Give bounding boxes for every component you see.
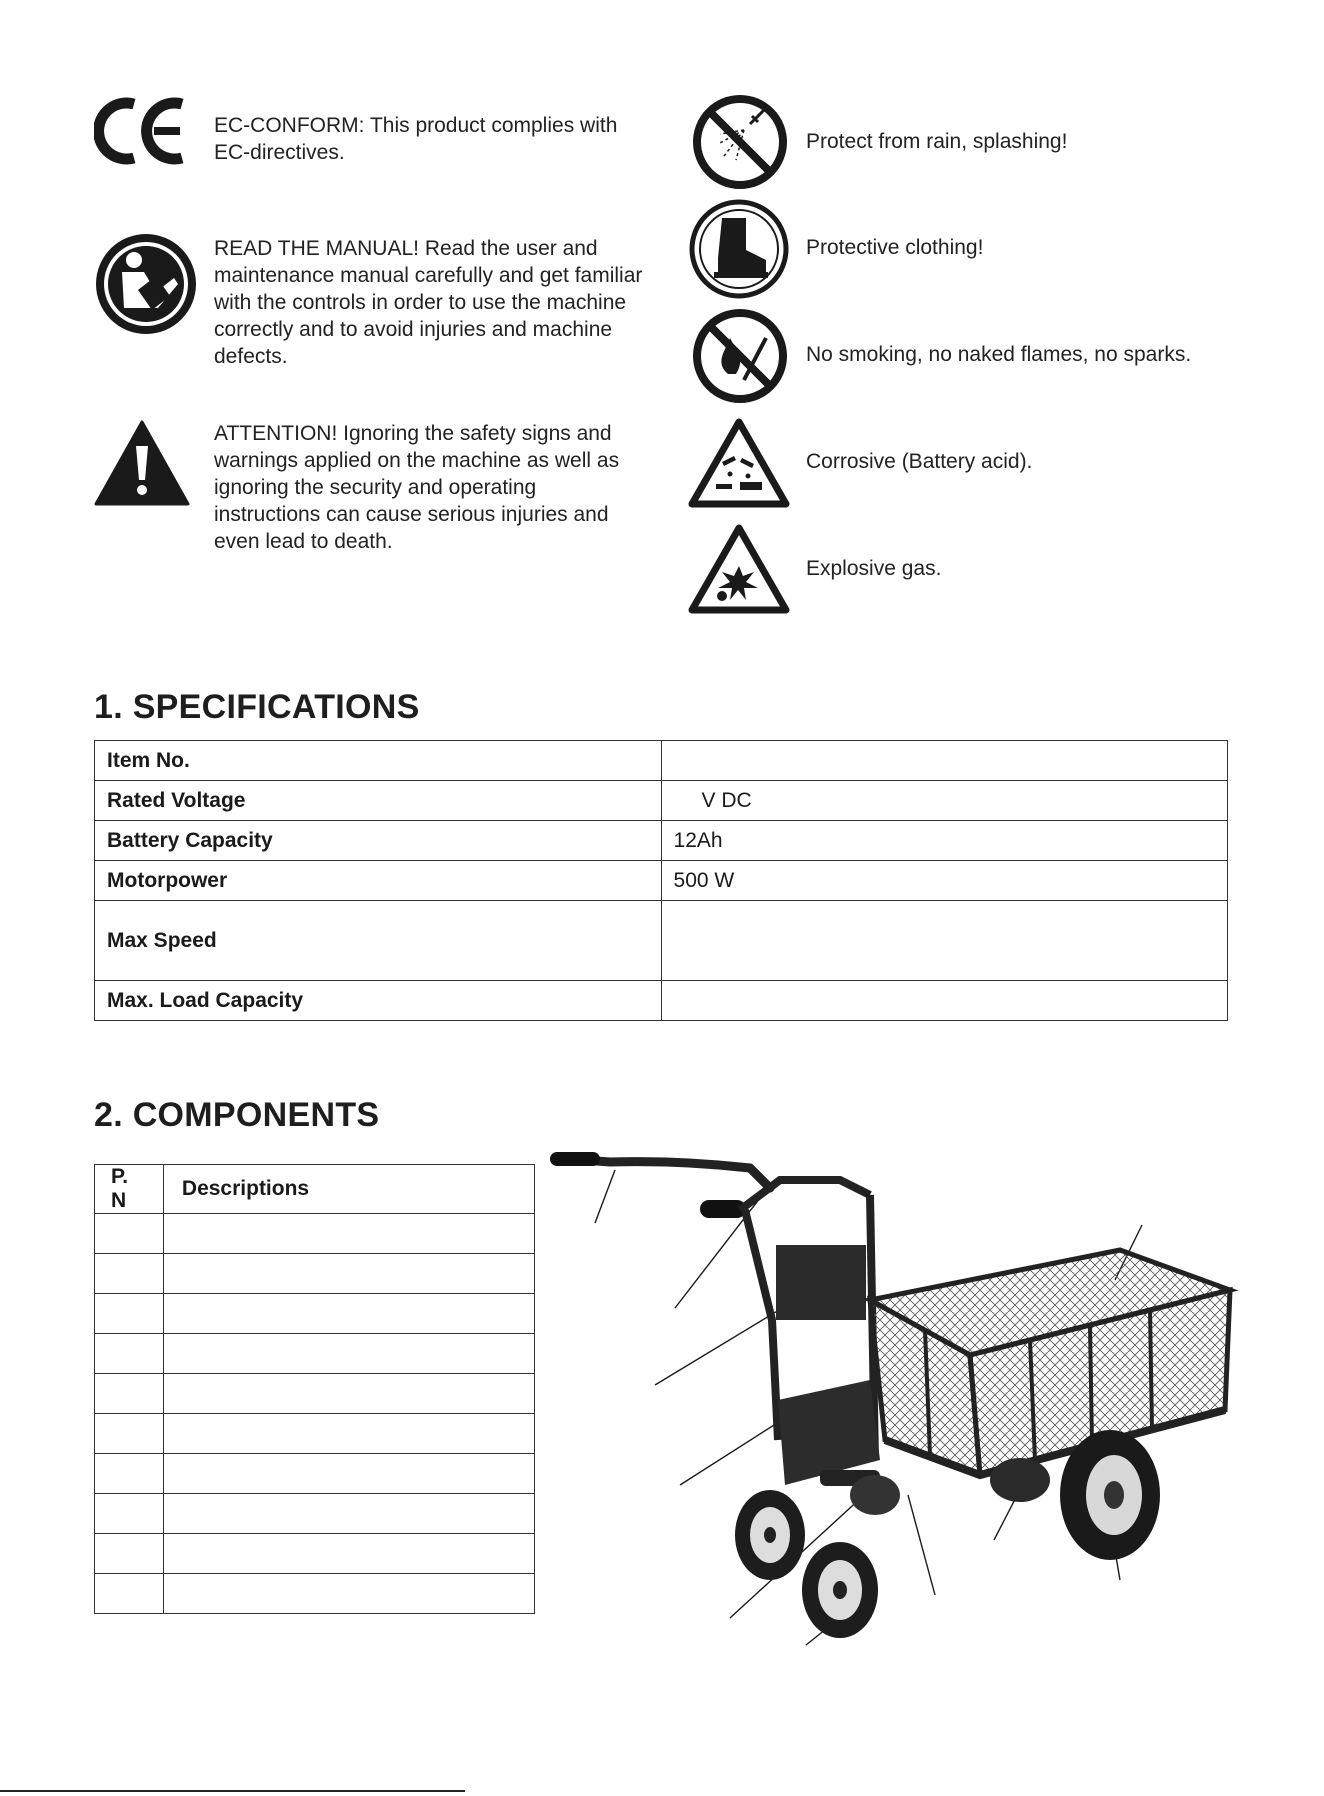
table-row [95, 1254, 535, 1294]
table-row [95, 1414, 535, 1454]
description-cell [163, 1214, 534, 1254]
spec-value [661, 901, 1227, 981]
spec-row [95, 821, 1228, 861]
pn-cell [95, 1294, 164, 1334]
table-row [95, 1454, 535, 1494]
warning-triangle-icon [94, 420, 190, 506]
spec-value: 12Ah [661, 821, 1227, 861]
spec-label: Rated Voltage [95, 781, 662, 821]
description-cell [163, 1374, 534, 1414]
attention-text: ATTENTION! Ignoring the safety signs and warnings applied on the machine as well as ignoring the security and operating instructions can cause serious injuries and even lead to death. [214, 422, 620, 553]
description-cell [163, 1294, 534, 1334]
pn-cell [95, 1454, 164, 1494]
table-row [95, 1334, 535, 1374]
spec-label: Motorpower [95, 861, 662, 901]
spec-label: Max. Load Capacity [95, 981, 662, 1021]
pn-cell [95, 1254, 164, 1294]
pn-cell [95, 1574, 164, 1614]
specifications-table [94, 740, 1228, 1021]
ce-mark-text: EC-CONFORM: This product complies with EC-directives. [214, 114, 618, 164]
explosive-gas-icon [688, 524, 790, 614]
components-header-row [95, 1165, 535, 1214]
pn-cell [95, 1334, 164, 1374]
ce-mark-icon [94, 96, 190, 166]
protective-boot-icon [688, 198, 790, 300]
spec-row [95, 981, 1228, 1021]
components-heading: 2. COMPONENTS [94, 1096, 380, 1134]
descriptions-column-header: Descriptions [163, 1165, 534, 1214]
spec-row [95, 861, 1228, 901]
table-row [95, 1294, 535, 1334]
pn-cell [95, 1214, 164, 1254]
components-table [94, 1164, 535, 1614]
spec-value [661, 981, 1227, 1021]
spec-label: Max Speed [95, 901, 662, 981]
pn-cell [95, 1534, 164, 1574]
description-cell [163, 1414, 534, 1454]
description-cell [163, 1534, 534, 1574]
pn-cell [95, 1414, 164, 1454]
pn-column-header: P. N [95, 1165, 164, 1214]
description-cell [163, 1494, 534, 1534]
spec-label: Battery Capacity [95, 821, 662, 861]
no-rain-icon [692, 94, 788, 190]
table-row [95, 1374, 535, 1414]
spec-value: 500 W [661, 861, 1227, 901]
pn-cell [95, 1494, 164, 1534]
table-row [95, 1494, 535, 1534]
protective-clothing-text: Protective clothing! [806, 236, 984, 259]
spec-row [95, 741, 1228, 781]
no-smoking-text: No smoking, no naked flames, no sparks. [806, 343, 1192, 366]
spec-label: Item No. [95, 741, 662, 781]
no-smoking-icon [692, 308, 788, 404]
description-cell [163, 1574, 534, 1614]
read-manual-icon [94, 232, 198, 336]
spec-value [661, 741, 1227, 781]
corrosive-text: Corrosive (Battery acid). [806, 450, 1033, 473]
table-row [95, 1534, 535, 1574]
read-manual-text: READ THE MANUAL! Read the user and maintenance manual carefully and get familiar with the controls in order to use the machine correctly and to avoid injuries and machine defects. [214, 237, 643, 368]
specifications-heading: 1. SPECIFICATIONS [94, 688, 420, 726]
description-cell [163, 1454, 534, 1494]
pn-cell [95, 1374, 164, 1414]
cart-illustration [540, 1140, 1240, 1660]
description-cell [163, 1334, 534, 1374]
spec-row [95, 901, 1228, 981]
corrosive-icon [688, 418, 790, 508]
footer-rule [0, 1790, 465, 1792]
table-row [95, 1574, 535, 1614]
no-rain-text: Protect from rain, splashing! [806, 130, 1068, 153]
spec-row [95, 781, 1228, 821]
table-row [95, 1214, 535, 1254]
spec-value: V DC [661, 781, 1227, 821]
explosive-gas-text: Explosive gas. [806, 557, 942, 580]
description-cell [163, 1254, 534, 1294]
